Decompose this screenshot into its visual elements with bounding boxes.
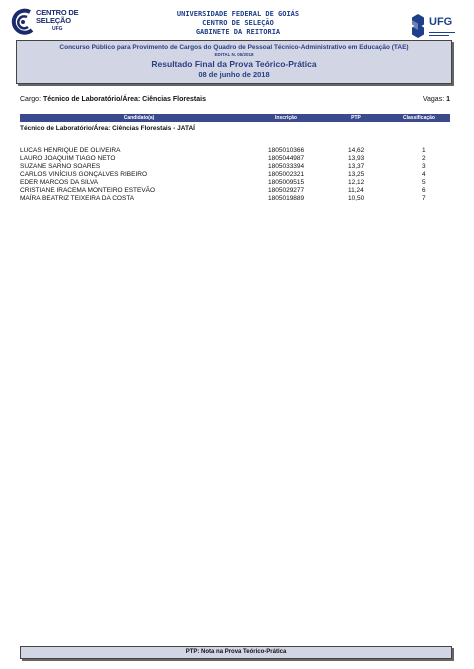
institution-office: GABINETE DA REITORIA — [195, 28, 281, 36]
candidate-inscricao: 1805044987 — [268, 155, 305, 162]
title-banner — [16, 40, 452, 84]
candidate-ptp: 13,37 — [348, 163, 365, 170]
table-row — [20, 171, 450, 179]
header-classificacao: Classificação — [403, 115, 435, 121]
candidate-inscricao: 1805019889 — [268, 195, 305, 202]
table-row — [20, 163, 450, 171]
candidate-inscricao: 1805009515 — [268, 179, 305, 186]
header-candidato: Candidato(a) — [123, 115, 155, 121]
header-ptp: PTP — [351, 115, 361, 121]
header-inscricao: Inscrição — [275, 115, 297, 121]
candidate-classificacao: 7 — [422, 195, 426, 202]
results-table — [20, 147, 450, 203]
table-row — [20, 147, 450, 155]
candidate-name: MAÍRA BEATRIZ TEIXEIRA DA COSTA — [20, 195, 135, 202]
ufg-logo-text: UFG — [429, 16, 453, 28]
table-header — [20, 114, 450, 122]
candidate-inscricao: 1805033394 — [268, 163, 305, 170]
institution-center: CENTRO DE SELEÇÃO — [202, 19, 274, 27]
candidate-ptp: 10,50 — [348, 195, 365, 202]
candidate-name: SUZANE SARNO SOARES — [20, 163, 101, 170]
cargo-line — [20, 96, 206, 103]
table-row — [20, 187, 450, 195]
institution-name: UNIVERSIDADE FEDERAL DE GOIÁS — [176, 10, 300, 18]
contest-title: Concurso Público para Provimento de Cargos do Quadro de Pessoal Técnico-Administrativo em Educação (TAE) — [59, 44, 409, 51]
candidate-inscricao: 1805002321 — [268, 171, 305, 178]
candidate-ptp: 12,12 — [348, 179, 365, 186]
edital-number: EDITAL N. 05/2018 — [214, 52, 254, 57]
result-title: Resultado Final da Prova Teórico-Prática — [151, 59, 317, 69]
candidate-ptp: 13,93 — [348, 155, 365, 162]
ufg-logo — [409, 12, 459, 40]
candidate-ptp: 13,25 — [348, 171, 365, 178]
candidate-name: LAURO JOAQUIM TIAGO NETO — [20, 155, 116, 162]
logo-text-line2: SELEÇÃO — [36, 16, 71, 25]
cargo-value: Técnico de Laboratório/Área: Ciências Florestais — [42, 96, 206, 103]
candidate-classificacao: 4 — [422, 171, 426, 178]
candidate-classificacao: 1 — [422, 147, 426, 154]
vagas-value: 1 — [446, 96, 450, 103]
table-row — [20, 179, 450, 187]
candidate-inscricao: 1805029277 — [268, 187, 305, 194]
vagas-line — [390, 96, 450, 103]
table-row — [20, 195, 450, 203]
logo-text-line3: UFG — [52, 26, 63, 32]
candidate-name: LUCAS HENRIQUE DE OLIVEIRA — [20, 147, 121, 154]
candidate-inscricao: 1805010366 — [268, 147, 305, 154]
cargo-label: Cargo: — [20, 96, 42, 103]
candidate-name: CARLOS VINÍCIUS GONÇALVES RIBEIRO — [20, 171, 148, 178]
centro-de-selecao-logo — [10, 8, 82, 36]
footer-legend: PTP: Nota na Prova Teórico-Prática — [20, 646, 452, 659]
candidate-name: CRISTIANE IRACEMA MONTEIRO ESTEVÃO — [20, 187, 156, 194]
table-row — [20, 155, 450, 163]
centro-de-selecao-logo-icon — [10, 8, 36, 36]
candidate-classificacao: 6 — [422, 187, 426, 194]
logo-text-line1: CENTRO DE — [36, 8, 79, 17]
result-date: 08 de junho de 2018 — [198, 70, 270, 79]
candidate-name: EDER MARCOS DA SILVA — [20, 179, 99, 186]
candidate-classificacao: 2 — [422, 155, 426, 162]
vagas-label: Vagas: — [422, 96, 445, 103]
candidate-classificacao: 5 — [422, 179, 426, 186]
group-title: Técnico de Laboratório/Área: Ciências Florestais - JATAÍ — [20, 125, 195, 132]
candidate-ptp: 14,62 — [348, 147, 365, 154]
candidate-classificacao: 3 — [422, 163, 426, 170]
candidate-ptp: 11,24 — [348, 187, 364, 194]
